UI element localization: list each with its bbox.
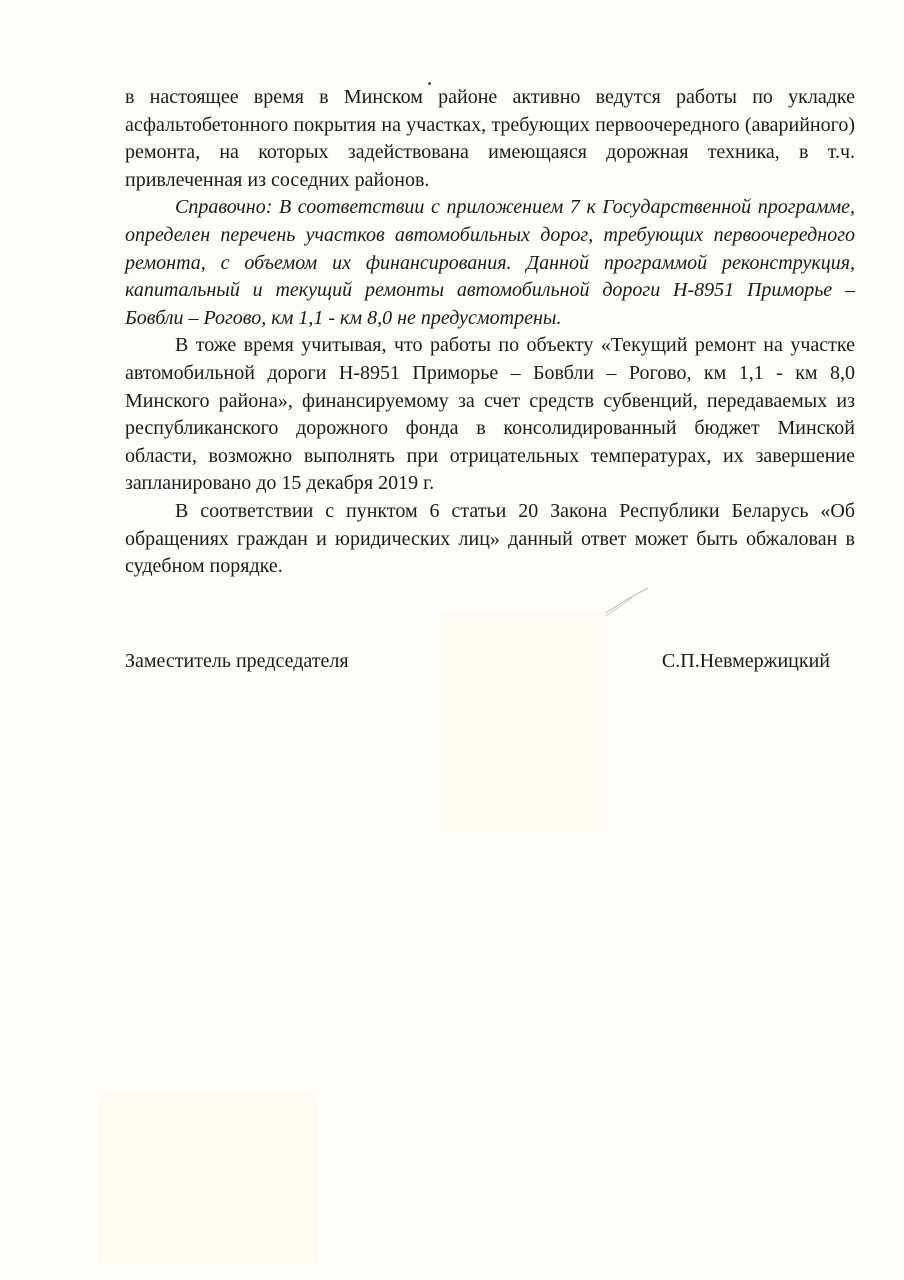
blank-patch <box>98 1092 318 1264</box>
paragraph-appeal-rights: В соответствии с пунктом 6 статьи 20 Закона Республики Беларусь «Об обращениях граждан и юридических лиц» данный ответ может быть обжалован в судебном порядке. <box>125 499 855 578</box>
signature-block <box>125 648 830 676</box>
stamp-area <box>440 612 606 832</box>
paragraph-road-works: в настоящее время в Минском районе активно ведутся работы по укладке асфальтобетонного покрытия на участках, требующих первоочередного (аварийного) ремонта, на которых задействована имеющаяся дорожная техника, в т.ч. привлеченная из соседних районов. <box>125 86 855 191</box>
signatory-position: Заместитель председателя <box>125 650 349 672</box>
letter-body <box>125 84 855 581</box>
signatory-name: С.П.Невмержицкий <box>661 650 830 672</box>
paragraph-repair-schedule: В тоже время учитывая, что работы по объекту «Текущий ремонт на участке автомобильной дороги Н-8951 Приморье – Бовбли – Рогово, км 1,1 - км 8,0 Минского района», финансируемому за счет средств субвенций, передаваемых из республиканского дорожного фонда в консолидированный бюджет Минской области, возможно выполнять при отрицательных температурах, их завершение запланировано до 15 декабря 2019 г. <box>125 334 855 495</box>
paragraph-reference-note: Справочно: В соответствии с приложением 7 к Государственной программе, определен перечень участков автомобильных дорог, требующих первоочередного ремонта, с объемом их финансирования. Данной программой реконструкция, капитальный и текущий ремонты автомобильной дороги Н-8951 Приморье – Бовбли – Рогово, км 1,1 - км 8,0 не предусмотрены. <box>125 196 855 329</box>
